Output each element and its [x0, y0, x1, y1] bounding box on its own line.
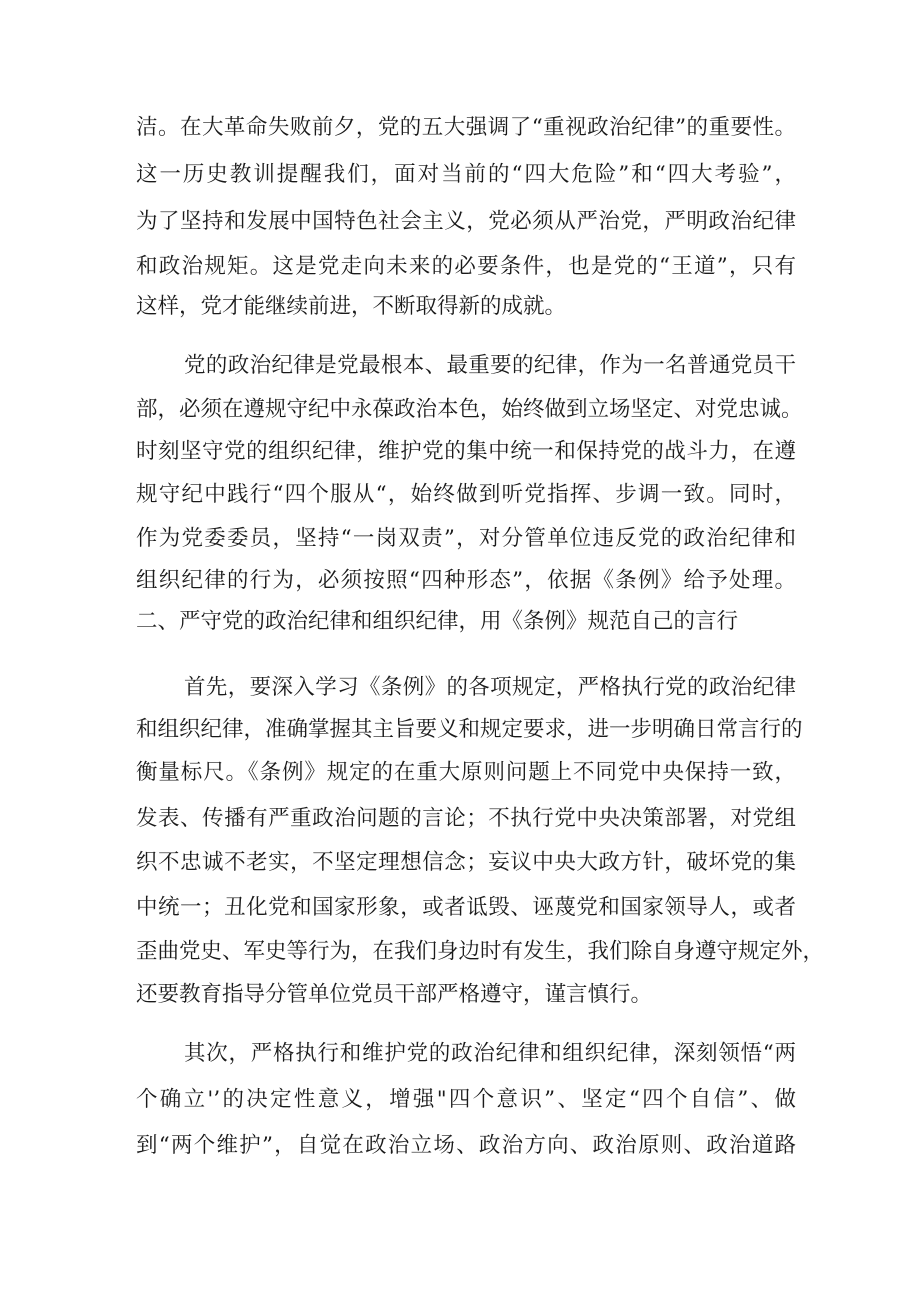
paragraph-1-line-1: 洁。在大革命失败前夕，党的五大强调了“重视政治纪律”的重要性。 — [136, 115, 796, 140]
paragraph-2-line-6: 组织纪律的行为，必须按照“四种形态”，依据《条例》给予处理。 — [136, 568, 796, 593]
paragraph-3-line-2: 和组织纪律，准确掌握其主旨要义和规定要求，进一步明确日常言行的 — [136, 717, 803, 742]
paragraph-3-line-5: 织不忠诚不老实，不坚定理想信念；妄议中央大政方针，破坏党的集 — [136, 850, 796, 875]
paragraph-1-line-5: 这样，党才能继续前进，不断取得新的成就。 — [136, 294, 567, 319]
paragraph-3-line-1: 首先，要深入学习《条例》的各项规定，严格执行党的政治纪律 — [184, 675, 796, 700]
paragraph-2-line-4: 规守纪中践行“四个服从“，始终做到听党指挥、步调一致。同时， — [136, 482, 796, 507]
paragraph-1-line-2: 这一历史教训提醒我们，面对当前的“四大危险”和“四大考验”， — [136, 162, 796, 187]
paragraph-1-line-4: 和政治规矩。这是党走向未来的必要条件，也是党的“王道”，只有 — [136, 254, 796, 279]
paragraph-4-line-3: 到“两个维护”，自觉在政治立场、政治方向、政治原则、政治道路 — [136, 1133, 796, 1158]
paragraph-2-line-5: 作为党委委员，坚持“一岗双责”，对分管单位违反党的政治纪律和 — [136, 526, 796, 551]
section-heading: 二、严守党的政治纪律和组织纪律，用《条例》规范自己的言行 — [136, 609, 739, 634]
paragraph-3-line-4: 发表、传播有严重政治问题的言论；不执行党中央决策部署，对党组 — [136, 806, 796, 831]
paragraph-2-line-1: 党的政治纪律是党最根本、最重要的纪律，作为一名普通党员干 — [184, 353, 796, 378]
paragraph-3-line-8: 还要教育指导分管单位党员干部严格遵守，谨言慎行。 — [136, 982, 653, 1007]
paragraph-2-line-2: 部，必须在遵规守纪中永葆政治本色，始终做到立场坚定、对党忠诚。 — [136, 397, 803, 422]
paragraph-3-line-7: 歪曲党史、军史等行为，在我们身边时有发生，我们除自身遵守规定外， — [136, 939, 825, 964]
paragraph-3-line-6: 中统一；丑化党和国家形象，或者诋毁、诬蔑党和国家领导人，或者 — [136, 895, 796, 920]
paragraph-4-line-1: 其次，严格执行和维护党的政治纪律和组织纪律，深刻领悟“两 — [184, 1041, 796, 1066]
paragraph-3-line-3: 衡量标尺。《条例》规定的在重大原则问题上不同党中央保持一致， — [136, 760, 796, 785]
paragraph-4-line-2: 个确立'’的决定性意义，增强"四个意识”、坚定“四个自信”、做 — [136, 1087, 796, 1112]
paragraph-1-line-3: 为了坚持和发展中国特色社会主义，党必须从严治党，严明政治纪律 — [136, 209, 796, 234]
paragraph-2-line-3: 时刻坚守党的组织纪律，维护党的集中统一和保持党的战斗力，在遵 — [136, 439, 796, 464]
